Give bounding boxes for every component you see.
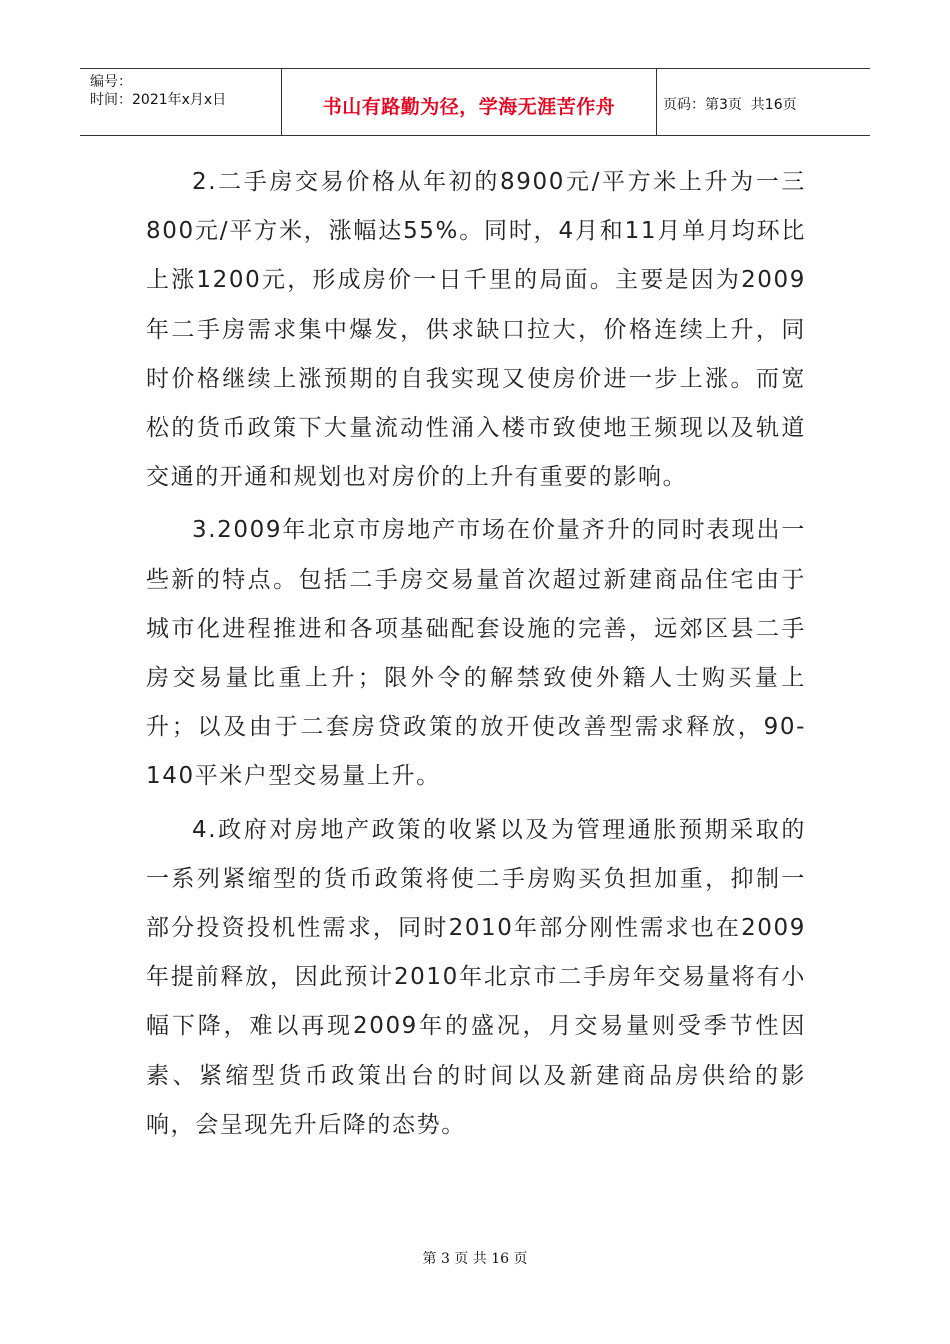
page-header — [80, 68, 870, 136]
header-meta — [80, 69, 282, 135]
header-page-info: 页码：第3页 共16页 — [663, 97, 797, 113]
paragraph-2: 2.二手房交易价格从年初的8900元/平方米上升为一三800元/平方米，涨幅达55%。同时，4月和11月单月均环比上涨1200元，形成房价一日千里的局面。主要是因为2009年二手房需求集中爆发，供求缺口拉大，价格连续上升，同时价格继续上涨预期的自我实现又使房价进一步上涨。而宽松的货币政策下大量流动性涌入楼市致使地王频现以及轨道交通的开通和规划也对房价的上升有重要的影响。 — [146, 169, 806, 491]
header-motto: 书山有路勤为径，学海无涯苦作舟 — [282, 69, 657, 135]
header-number-label: 编号： — [90, 74, 132, 90]
page-footer: 第 3 页 共 16 页 — [422, 1251, 528, 1267]
header-time-label: 时间：2021年x月x日 — [90, 92, 227, 108]
header-page-info-cell — [657, 69, 870, 135]
paragraph-4: 4.政府对房地产政策的收紧以及为管理通胀预期采取的一系列紧缩型的货币政策将使二手房购买负担加重，抑制一部分投资投机性需求，同时2010年部分刚性需求也在2009年提前释放，因此预计2010年北京市二手房年交易量将有小幅下降，难以再现2009年的盛况，月交易量则受季节性因素、紧缩型货币政策出台的时间以及新建商品房供给的影响，会呈现先升后降的态势。 — [146, 816, 806, 1138]
document-body — [146, 158, 806, 1154]
paragraph-3: 3.2009年北京市房地产市场在价量齐升的同时表现出一些新的特点。包括二手房交易量首次超过新建商品住宅由于城市化进程推进和各项基础配套设施的完善，远郊区县二手房交易量比重上升；限外令的解禁致使外籍人士购买量上升；以及由于二套房贷政策的放开使改善型需求释放，90-140平米户型交易量上升。 — [146, 517, 806, 790]
